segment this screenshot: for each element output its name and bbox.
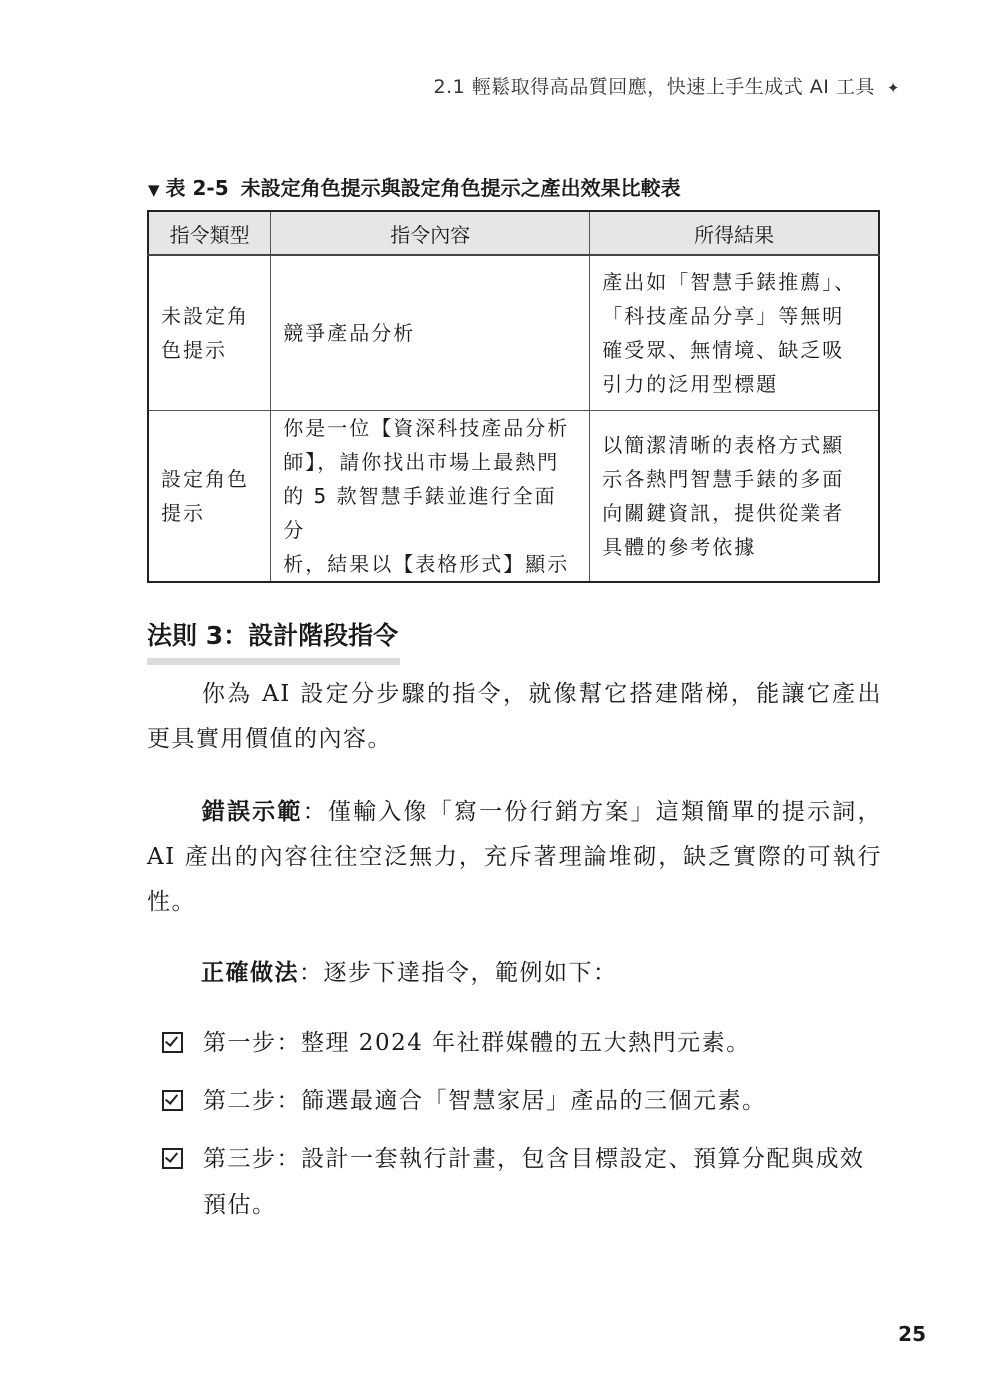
cell-line: 引力的泛用型標題 <box>602 372 779 396</box>
sparkle-icon: ✦ <box>886 79 900 97</box>
checkbox-checked-icon <box>162 1032 183 1053</box>
cell-content <box>271 255 590 411</box>
table-caption <box>148 172 681 201</box>
cell-type <box>148 411 271 583</box>
checkbox-checked-icon <box>162 1148 183 1169</box>
cell-line: 具體的參考依據 <box>602 535 757 559</box>
intro-text: 你為 AI 設定分步驟的指令，就像幫它搭建階梯，能讓它產出更具實用價值的內容。 <box>147 681 882 752</box>
cell-result <box>590 411 879 583</box>
step-text: 第一步：整理 2024 年社群媒體的五大熱門元素。 <box>203 1030 751 1056</box>
checkbox-checked-icon <box>162 1090 183 1111</box>
cell-line: 析，結果以【表格形式】顯示 <box>283 552 570 576</box>
column-header-result: 所得結果 <box>590 211 879 255</box>
wrong-example-label: 錯誤示範 <box>201 798 303 825</box>
running-head <box>433 72 900 99</box>
cell-line: 未設定角 <box>161 304 249 328</box>
right-approach-text: ：逐步下達指令，範例如下： <box>299 960 618 986</box>
table-header-row <box>148 211 879 255</box>
cell-line: 提示 <box>161 501 205 525</box>
table-caption-title: 未設定角色提示與設定角色提示之產出效果比較表 <box>240 176 681 200</box>
triangle-down-icon: ▼ <box>148 181 160 199</box>
cell-line: 競爭產品分析 <box>283 321 416 345</box>
cell-line: 你是一位【資深科技產品分析 <box>283 416 570 440</box>
cell-line: 「科技產品分享」等無明 <box>602 304 845 328</box>
column-header-type: 指令類型 <box>148 211 271 255</box>
table-row <box>148 255 879 411</box>
cell-line: 的 5 款智慧手錶並進行全面分 <box>283 484 557 542</box>
table-row <box>148 411 879 583</box>
step-text: 第三步：設計一套執行計畫，包含目標設定、預算分配與成效預估。 <box>203 1146 865 1218</box>
intro-paragraph <box>147 672 882 762</box>
wrong-example-text: ：僅輸入像「寫一份行銷方案」這類簡單的提示詞，AI 產出的內容往往空泛無力，充斥著理論堆砌，缺乏實際的可執行性。 <box>147 799 883 915</box>
cell-line: 設定角色 <box>161 467 249 491</box>
table-caption-label: 表 2-5 <box>165 176 229 200</box>
cell-line: 色提示 <box>161 338 227 362</box>
cell-content <box>271 411 590 583</box>
list-item <box>162 1136 882 1228</box>
cell-line: 師】，請你找出市場上最熱門 <box>283 450 560 474</box>
cell-line: 確受眾、無情境、缺乏吸 <box>602 338 845 362</box>
list-item <box>162 1078 882 1124</box>
running-head-text: 2.1 輕鬆取得高品質回應，快速上手生成式 AI 工具 <box>433 76 875 98</box>
cell-type <box>148 255 271 411</box>
cell-line: 向關鍵資訊，提供從業者 <box>602 501 845 525</box>
section-heading: 法則 3：設計階段指令 <box>147 616 400 665</box>
comparison-table <box>147 210 880 583</box>
page-number: 25 <box>898 1322 926 1346</box>
cell-line: 以簡潔清晰的表格方式顯 <box>602 433 845 457</box>
step-text: 第二步：篩選最適合「智慧家居」產品的三個元素。 <box>203 1088 767 1114</box>
right-approach-paragraph <box>147 950 882 996</box>
wrong-example-paragraph <box>147 789 882 925</box>
cell-result <box>590 255 879 411</box>
right-approach-label: 正確做法 <box>201 959 299 986</box>
cell-line: 示各熱門智慧手錶的多面 <box>602 467 845 491</box>
list-item <box>162 1020 882 1066</box>
column-header-content: 指令內容 <box>271 211 590 255</box>
cell-line: 產出如「智慧手錶推薦」、 <box>602 270 857 294</box>
